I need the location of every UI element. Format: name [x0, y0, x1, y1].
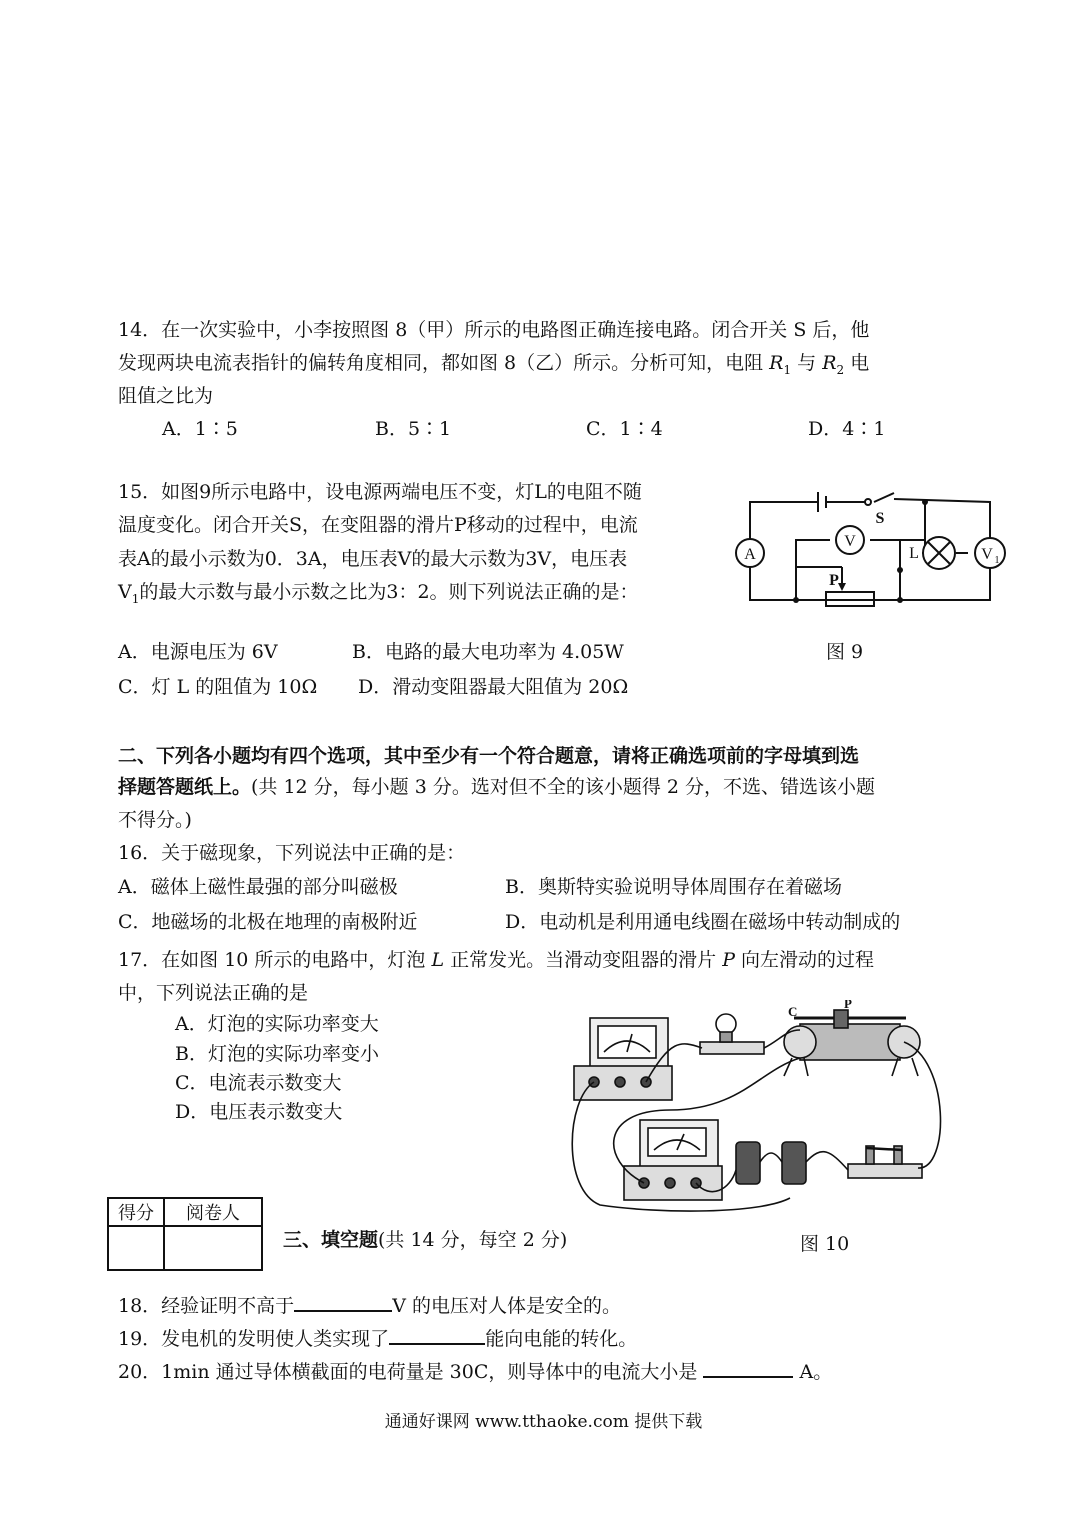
- q16-option-c: C．地磁场的北极在地理的南极附近: [118, 911, 418, 933]
- q15-option-d: D．滑动变阻器最大阻值为 20Ω: [358, 676, 629, 698]
- q18-text-b: V 的电压对人体是安全的。: [392, 1295, 621, 1317]
- voltmeter-label: V: [844, 533, 856, 550]
- switch-label: S: [875, 510, 885, 527]
- page-footer: 通通好课网 www.tthaoke.com 提供下载: [384, 1412, 703, 1432]
- section-3-note: (共 14 分，每空 2 分): [378, 1229, 568, 1251]
- section-2-line-1: 二、下列各小题均有四个选项，其中至少有一个符合题意，请将正确选项前的字母填到选: [118, 745, 860, 767]
- q19: [118, 1323, 637, 1354]
- r2-subscript: 2: [836, 362, 845, 377]
- slider-symbol: P: [722, 949, 735, 971]
- q20: [118, 1356, 832, 1387]
- q17-line-1-b: 正常发光。当滑动变阻器的滑片: [444, 949, 723, 971]
- q16-option-d: D．电动机是利用通电线圈在磁场中转动制成的: [505, 911, 901, 933]
- q18: [118, 1290, 621, 1321]
- slider-p-label: P: [844, 1000, 852, 1011]
- q16-stem: 16．关于磁现象，下列说法中正确的是：: [118, 842, 466, 864]
- q15-line-4: [118, 577, 639, 614]
- v1-subscript: 1: [131, 591, 140, 606]
- q14-line-2-b: 与: [791, 352, 823, 374]
- q15-line-3: 表A的最小示数为0．3A，电压表V的最大示数为3V，电压表: [118, 548, 628, 570]
- lamp-symbol: L: [431, 949, 445, 971]
- voltmeter1-label: V: [981, 546, 993, 563]
- figure-9-circuit: [730, 485, 1010, 610]
- terminal-c-label: C: [788, 1004, 798, 1019]
- battery-2-icon: [782, 1142, 806, 1184]
- q15-option-c: C．灯 L 的阻值为 10Ω: [118, 676, 318, 698]
- voltmeter1-sub-label: 1: [994, 555, 1000, 566]
- q18-answer-blank[interactable]: [294, 1290, 392, 1312]
- section-2-note: (共 12 分，每小题 3 分。选对但不全的该小题得 2 分，不选、错选该小题: [251, 776, 876, 798]
- switch-device-icon: [848, 1164, 922, 1178]
- section-3-title: 三、填空题: [283, 1229, 379, 1251]
- q17-line-1: [118, 945, 874, 975]
- lamp-device-icon: [700, 1042, 764, 1054]
- q14-line-2-c: 电: [844, 352, 870, 374]
- r2-symbol: R: [822, 352, 837, 374]
- q20-text-b: A。: [793, 1361, 833, 1383]
- q14-line-2-a: 发现两块电流表指针的偏转角度相同，都如图 8（乙）所示。分析可知，电阻: [118, 352, 770, 374]
- v1-symbol: V: [118, 581, 132, 603]
- grader-header: 阅卷人: [164, 1198, 262, 1226]
- lamp-label: L: [909, 545, 919, 562]
- slider-arrow-icon: [838, 583, 846, 591]
- q16-option-b: B．奥斯特实验说明导体周围存在着磁场: [505, 876, 842, 898]
- q14-option-d: D．4∶1: [808, 418, 886, 440]
- section-2-line-2: [118, 772, 875, 802]
- q15-line-2: 温度变化。闭合开关S，在变阻器的滑片P移动的过程中，电流: [118, 514, 638, 536]
- score-cell[interactable]: [108, 1226, 164, 1270]
- r1-subscript: 1: [783, 362, 792, 377]
- q17-option-a: A．灯泡的实际功率变大: [175, 1013, 379, 1035]
- grader-cell[interactable]: [164, 1226, 262, 1270]
- q17-option-c: C．电流表示数变大: [175, 1072, 342, 1094]
- slider-label: P: [829, 572, 839, 589]
- r1-symbol: R: [769, 352, 784, 374]
- q14-option-b: B．5∶1: [375, 418, 452, 440]
- q14-line-3: 阻值之比为: [118, 385, 214, 407]
- figure-10-apparatus: [560, 1000, 945, 1215]
- section-2-bold: 择题答题纸上。: [118, 776, 252, 798]
- q20-answer-blank[interactable]: [703, 1356, 793, 1378]
- q14-option-a: A．1∶5: [162, 418, 238, 440]
- q19-text-b: 能向电能的转化。: [485, 1328, 638, 1350]
- q19-answer-blank[interactable]: [389, 1323, 485, 1345]
- q15-option-a: A．电源电压为 6V: [118, 641, 278, 663]
- q17-option-d: D．电压表示数变大: [175, 1101, 343, 1123]
- q17-option-b: B．灯泡的实际功率变小: [175, 1043, 379, 1065]
- score-box: [107, 1197, 263, 1271]
- ammeter-label: A: [744, 546, 756, 563]
- q16-option-a: A．磁体上磁性最强的部分叫磁极: [118, 876, 398, 898]
- q17-line-1-c: 向左滑动的过程: [735, 949, 875, 971]
- figure-9-label: 图 9: [826, 641, 864, 663]
- q17-line-2: 中，下列说法正确的是: [118, 982, 309, 1004]
- q15-option-b: B．电路的最大电功率为 4.05W: [352, 641, 624, 663]
- q14-line-1: 14．在一次实验中，小李按照图 8（甲）所示的电路图正确连接电路。闭合开关 S 后，他: [118, 319, 870, 341]
- q17-line-1-a: 17．在如图 10 所示的电路中，灯泡: [118, 949, 432, 971]
- section-2-line-3: 不得分。): [118, 809, 192, 831]
- score-header: 得分: [108, 1198, 164, 1226]
- battery-1-icon: [736, 1142, 760, 1184]
- q18-text-a: 18．经验证明不高于: [118, 1295, 295, 1317]
- q15-line-4-rest: 的最大示数与最小示数之比为3：2。则下列说法正确的是：: [139, 581, 639, 603]
- section-3-heading: [283, 1225, 567, 1255]
- q15-line-1: 15．如图9所示电路中，设电源两端电压不变，灯L的电阻不随: [118, 481, 642, 503]
- figure-10-label: 图 10: [800, 1233, 850, 1255]
- q19-text-a: 19．发电机的发明使人类实现了: [118, 1328, 390, 1350]
- q20-text-a: 20．1min 通过导体横截面的电荷量是 30C，则导体中的电流大小是: [118, 1361, 704, 1383]
- q14-line-2: [118, 348, 869, 385]
- q14-option-c: C．1∶4: [586, 418, 663, 440]
